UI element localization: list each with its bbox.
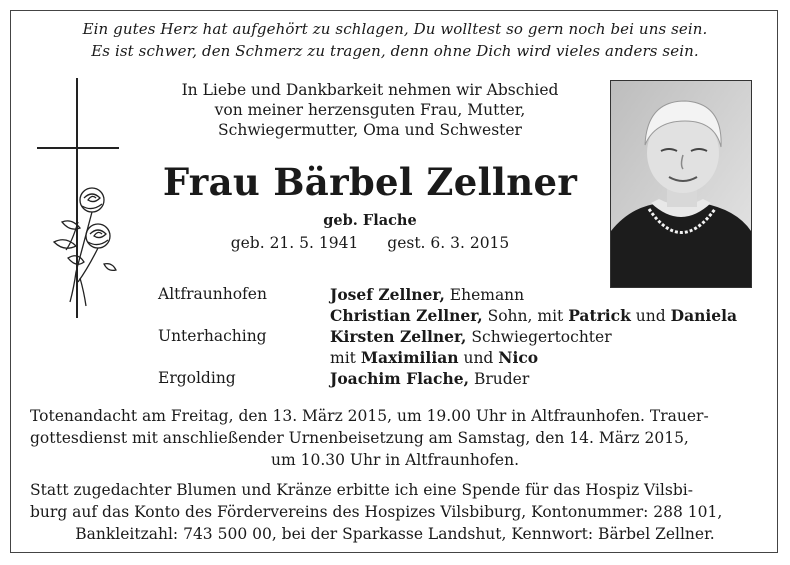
mourner-name: Kirsten Zellner,	[330, 327, 467, 346]
mourner-relation: Schwiegertochter	[466, 328, 612, 346]
birth-date: geb. 21. 5. 1941	[230, 234, 359, 252]
maiden-name: geb. Flache	[323, 212, 417, 229]
mourner-conjunction: und	[458, 349, 499, 367]
mourner-row-4	[330, 347, 538, 369]
intro-line-3: Schwiegermutter, Oma und Schwester	[218, 121, 522, 139]
place-unterhaching: Unterhaching	[158, 327, 267, 345]
service-line-3: um 10.30 Uhr in Altfraunhofen.	[270, 451, 520, 469]
mourner-name: Christian Zellner,	[330, 306, 483, 325]
motto-line-1: Ein gutes Herz hat aufgehört zu schlagen, Du wolltest so gern noch bei uns sein.	[82, 20, 708, 38]
mourner-name: Maximilian	[360, 348, 459, 367]
donation-line-1: Statt zugedachter Blumen und Kränze erbitte ich eine Spende für das Hospiz Vilsbi-	[30, 481, 693, 499]
intro-line-2: von meiner herzensguten Frau, Mutter,	[214, 101, 526, 119]
place-altfraunhofen: Altfraunhofen	[158, 285, 267, 303]
intro-line-1: In Liebe und Dankbarkeit nehmen wir Abschied	[181, 81, 559, 99]
mourner-relation: Ehemann	[444, 286, 525, 304]
motto-line-2: Es ist schwer, den Schmerz zu tragen, denn ohne Dich wird vieles anders sein.	[91, 42, 699, 60]
place-ergolding: Ergolding	[158, 369, 236, 387]
mourner-conjunction: und	[630, 307, 671, 325]
mourner-name: Joachim Flache,	[330, 369, 470, 388]
mourner-name: Daniela	[670, 306, 738, 325]
mourner-row-2	[330, 305, 737, 327]
mourner-row-3	[330, 326, 612, 348]
life-dates	[140, 234, 600, 252]
roses-icon	[48, 182, 120, 312]
donation-line-3: Bankleitzahl: 743 500 00, bei der Sparkasse Landshut, Kennwort: Bärbel Zellner.	[75, 525, 715, 543]
mourner-name: Nico	[498, 348, 539, 367]
deceased-name: Frau Bärbel Zellner	[162, 160, 578, 204]
service-line-1: Totenandacht am Freitag, den 13. März 2015, um 19.00 Uhr in Altfraunhofen. Trauer-	[30, 407, 709, 425]
mourner-relation: Sohn, mit	[482, 307, 569, 325]
mourner-name: Josef Zellner,	[330, 285, 445, 304]
mourner-row-5	[330, 368, 529, 390]
service-line-2: gottesdienst mit anschließender Urnenbeisetzung am Samstag, den 14. März 2015,	[30, 429, 689, 447]
portrait-photo	[610, 80, 752, 288]
death-date: gest. 6. 3. 2015	[387, 234, 510, 252]
mourner-name: Patrick	[568, 306, 631, 325]
mourner-row-1	[330, 284, 524, 306]
mourner-relation: Bruder	[469, 370, 530, 388]
donation-line-2: burg auf das Konto des Fördervereins des Hospizes Vilsbiburg, Kontonummer: 288 101,	[30, 503, 723, 521]
mourner-conjunction: mit	[330, 349, 361, 367]
